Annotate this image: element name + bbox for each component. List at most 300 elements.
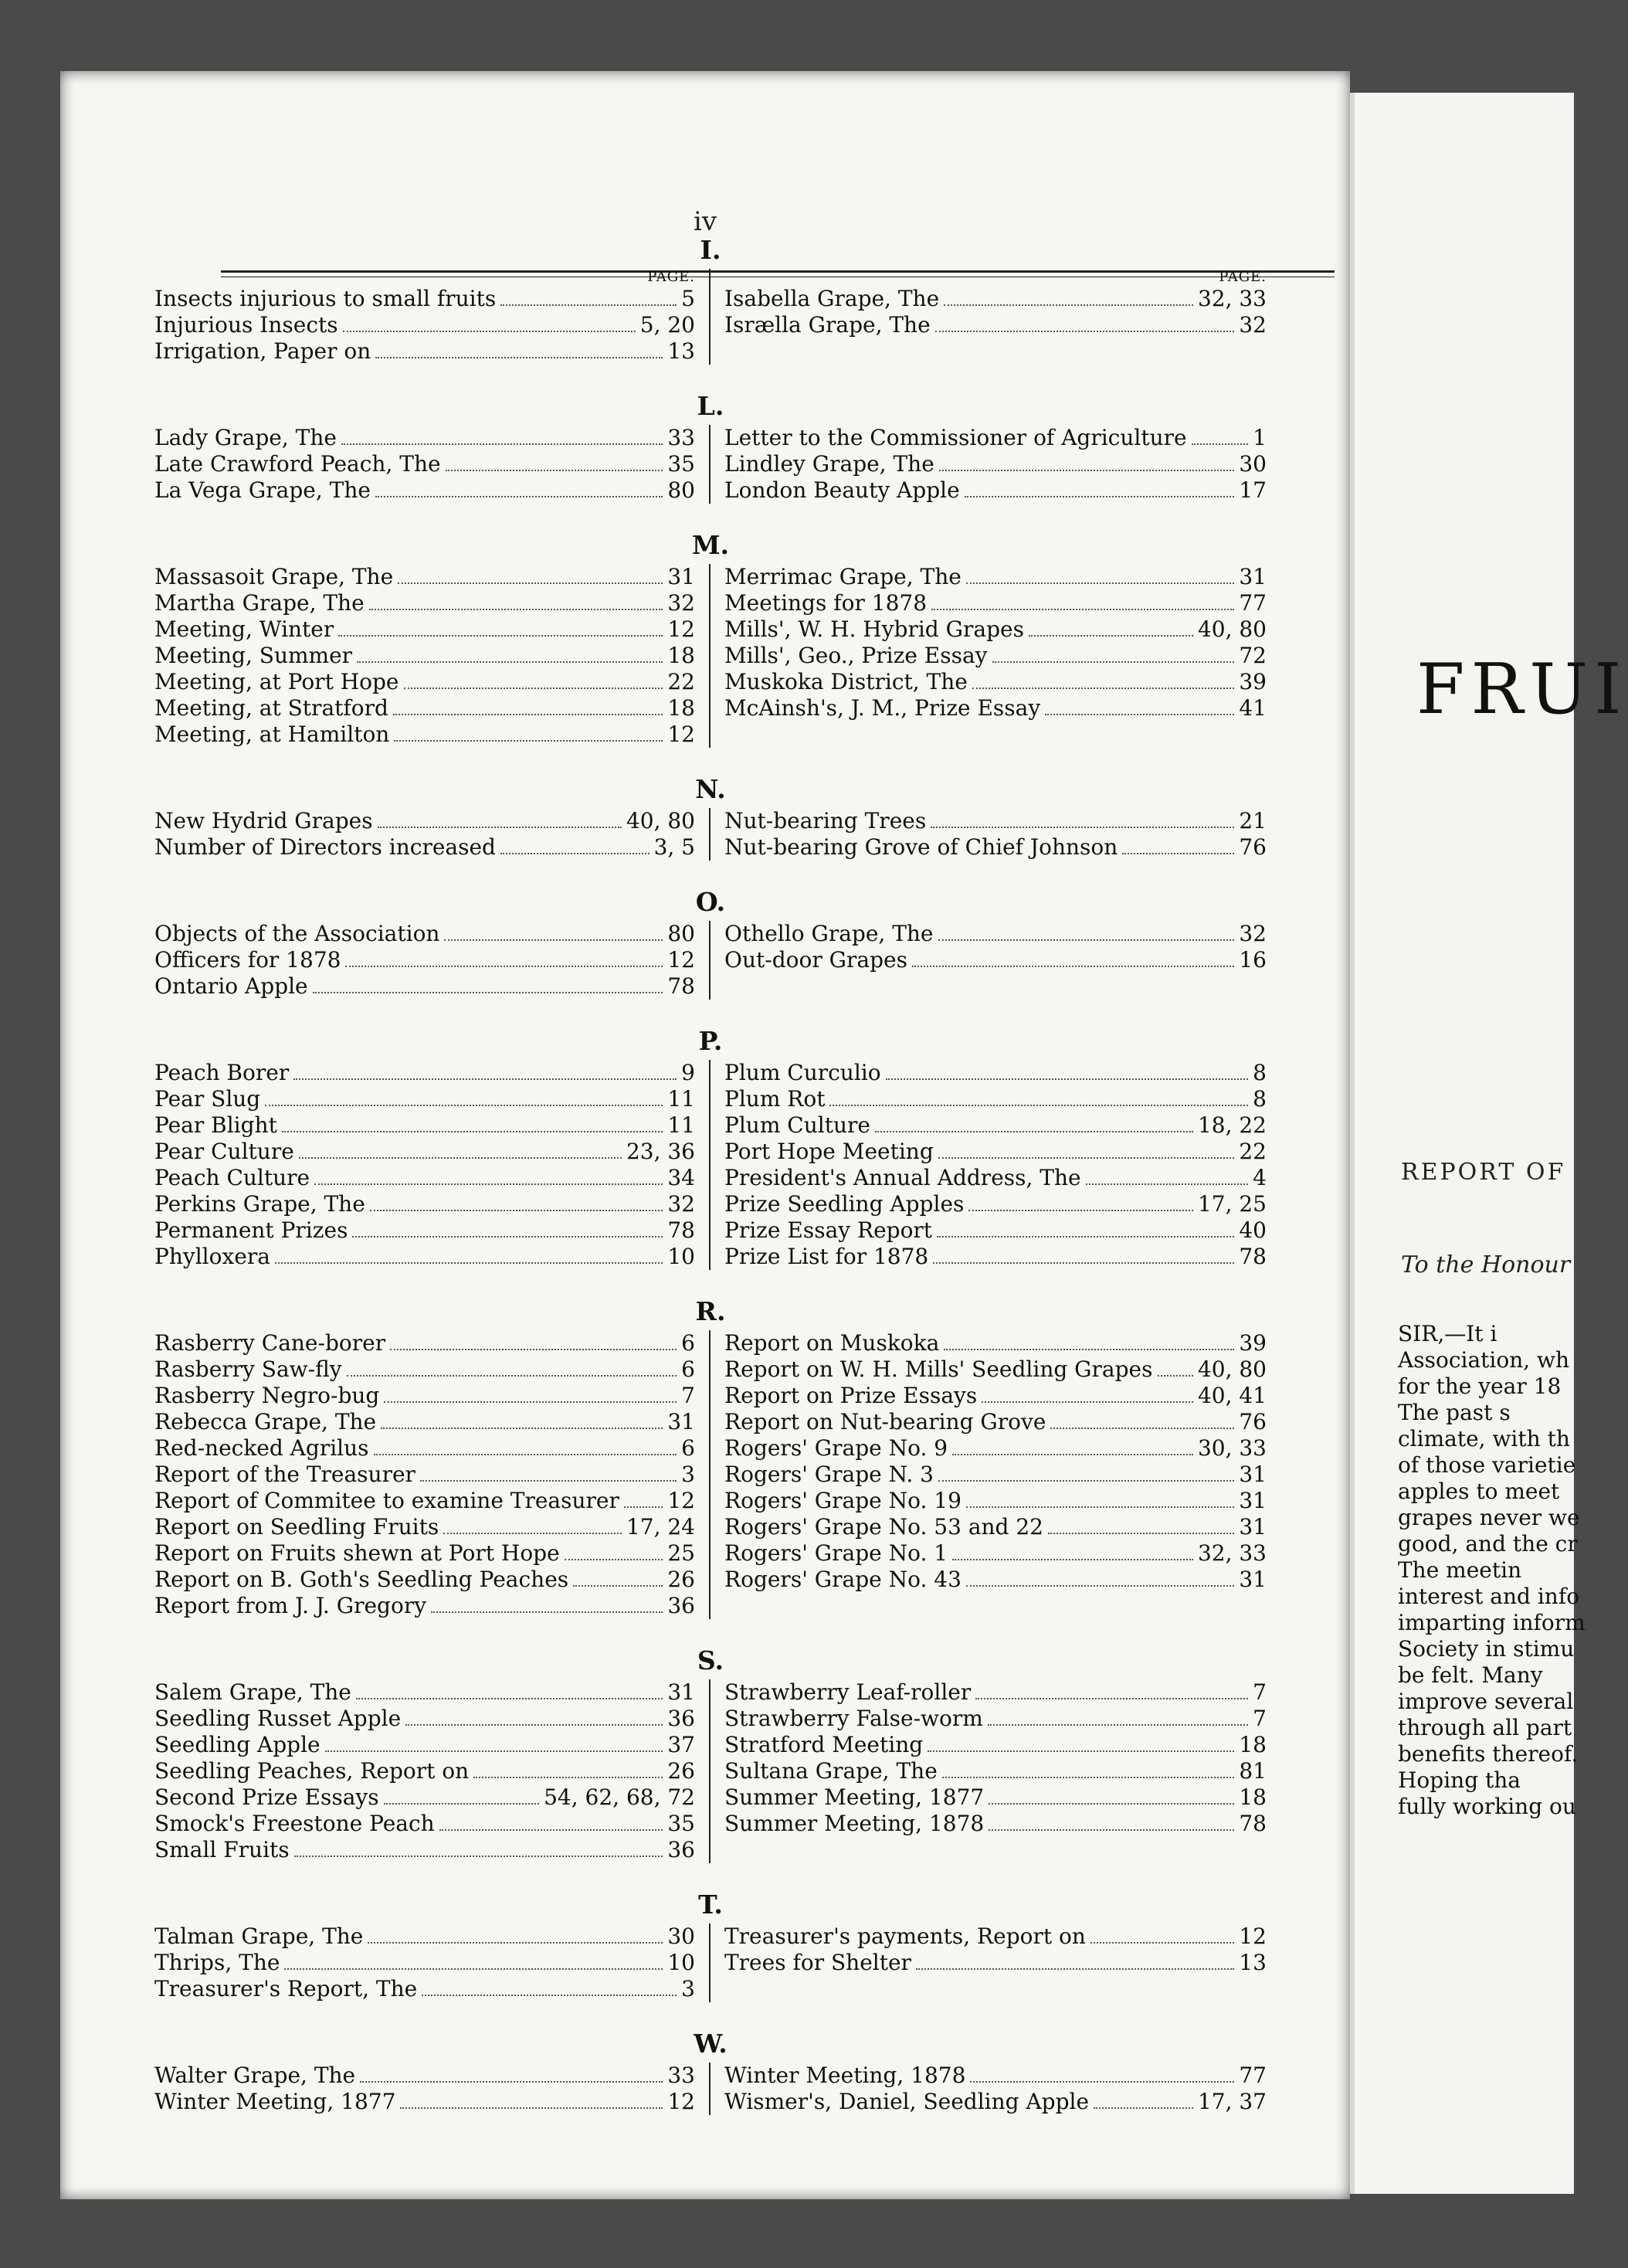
entry-title: Meeting, at Hamilton (154, 721, 390, 747)
leader-dots (356, 1681, 663, 1699)
entry-page: 31 (1239, 564, 1267, 589)
facing-page-line: apples to meet (1398, 1479, 1560, 1504)
leader-dots (829, 1088, 1248, 1106)
section-letter: S. (697, 1645, 724, 1676)
leader-dots (420, 1463, 677, 1482)
index-entry (724, 1191, 1267, 1217)
entry-title: Peach Culture (154, 1165, 310, 1190)
entry-page: 11 (667, 1086, 695, 1112)
entry-page: 78 (1239, 1244, 1267, 1269)
leader-dots (975, 1681, 1248, 1699)
entry-page: 6 (681, 1330, 695, 1356)
entry-page: 8 (1253, 1060, 1267, 1085)
entry-page: 7 (1253, 1706, 1267, 1731)
entry-title: Stratford Meeting (724, 1732, 924, 1757)
entry-page: 39 (1239, 669, 1267, 694)
leader-dots (375, 340, 663, 358)
entry-title: Treasurer's payments, Report on (724, 1923, 1086, 1949)
entry-page: 77 (1239, 590, 1267, 616)
index-entry (154, 1976, 695, 2002)
entry-title: Pear Culture (154, 1139, 294, 1164)
index-entry (154, 808, 695, 834)
entry-title: Seedling Apple (154, 1732, 321, 1757)
entry-title: Second Prize Essays (154, 1784, 379, 1810)
index-entry (154, 1593, 695, 1619)
facing-page-report-heading: REPORT OF (1401, 1159, 1566, 1186)
entry-title: Massasoit Grape, The (154, 564, 394, 589)
leader-dots (360, 2064, 663, 2083)
leader-dots (931, 592, 1234, 610)
facing-page-line: The meetin (1398, 1557, 1522, 1583)
entry-title: Prize Seedling Apples (724, 1191, 965, 1217)
entry-page: 54, 62, 68, 72 (544, 1784, 695, 1810)
entry-title: Winter Meeting, 1877 (154, 2089, 396, 2114)
leader-dots (1090, 1925, 1234, 1944)
index-entry (724, 947, 1267, 973)
index-entry (724, 425, 1267, 451)
index-entry (724, 1923, 1267, 1950)
index-entry (154, 669, 695, 695)
index-entry (154, 1923, 695, 1950)
index-entry (724, 1732, 1267, 1758)
leader-dots (374, 1437, 677, 1455)
entry-title: Prize List for 1878 (724, 1244, 929, 1269)
entry-title: Peach Borer (154, 1060, 290, 1085)
index-column-right (711, 808, 1267, 861)
leader-dots (398, 565, 663, 584)
entry-title: Seedling Russet Apple (154, 1706, 402, 1731)
index-entry (724, 1217, 1267, 1244)
entry-title: Phylloxera (154, 1244, 270, 1269)
leader-dots (384, 1384, 677, 1403)
index-entry (724, 564, 1267, 590)
section-gap (154, 861, 1267, 884)
index-entry (724, 921, 1267, 947)
entry-title: Report on Prize Essays (724, 1383, 978, 1408)
index-column-left (154, 2063, 711, 2115)
leader-dots (938, 1463, 1234, 1482)
facing-page-line: benefits thereof. (1398, 1741, 1579, 1767)
entry-title: Trees for Shelter (724, 1950, 911, 1975)
index-entry (154, 1165, 695, 1191)
index-entry (724, 1086, 1267, 1112)
entry-page: 12 (667, 721, 695, 747)
index-column-left (154, 1330, 711, 1619)
leader-dots (1050, 1411, 1234, 1429)
entry-page: 35 (667, 1811, 695, 1836)
leader-dots (939, 453, 1235, 471)
entry-page: 9 (681, 1060, 695, 1085)
entry-page: 32 (667, 590, 695, 616)
index-entry (154, 1409, 695, 1435)
leader-dots (400, 2090, 663, 2109)
entry-page: 31 (667, 564, 695, 589)
page-column-heading: PAGE. (1219, 269, 1267, 285)
index-entry (154, 1244, 695, 1270)
entry-title: Treasurer's Report, The (154, 1976, 418, 2001)
index-section (154, 2063, 1267, 2115)
index-entry (724, 477, 1267, 504)
index-entry (724, 834, 1267, 861)
index-entry (154, 1811, 695, 1837)
entry-page: 34 (667, 1165, 695, 1190)
entry-title: Plum Rot (724, 1086, 826, 1112)
leader-dots (345, 949, 663, 967)
facing-page-line: The past s (1398, 1400, 1511, 1425)
leader-dots (968, 1193, 1193, 1211)
index-entry (724, 286, 1267, 312)
entry-title: Meeting, at Stratford (154, 695, 388, 721)
entry-page: 26 (667, 1758, 695, 1784)
section-gap (154, 748, 1267, 771)
index-entry (724, 643, 1267, 669)
index-entry (154, 973, 695, 1000)
leader-dots (937, 1219, 1234, 1238)
section-letter: P. (698, 1026, 723, 1056)
leader-dots (338, 618, 663, 637)
index-entry (724, 1950, 1267, 1976)
entry-title: Small Fruits (154, 1837, 290, 1862)
entry-page: 77 (1239, 2063, 1267, 2088)
leader-dots (912, 949, 1234, 967)
index-entry (154, 1540, 695, 1567)
entry-page: 81 (1239, 1758, 1267, 1784)
entry-page: 17, 24 (626, 1514, 695, 1540)
index-section (154, 1923, 1267, 2002)
facing-page-line: through all part (1398, 1715, 1572, 1740)
entry-page: 3 (681, 1976, 695, 2001)
entry-title: Summer Meeting, 1878 (724, 1811, 985, 1836)
index-entry (154, 921, 695, 947)
entry-title: Mills', Geo., Prize Essay (724, 643, 988, 668)
index-entry (154, 1217, 695, 1244)
index-entry (724, 669, 1267, 695)
index-entry (724, 1244, 1267, 1270)
entry-page: 36 (667, 1837, 695, 1862)
index-entry (154, 564, 695, 590)
entry-title: Report on Muskoka (724, 1330, 940, 1356)
entry-title: Martha Grape, The (154, 590, 365, 616)
entry-page: 32 (667, 1191, 695, 1217)
index-entry (724, 1811, 1267, 1837)
entry-page: 30 (667, 1923, 695, 1949)
entry-page: 40, 80 (626, 808, 695, 834)
index-entry (154, 695, 695, 721)
entry-page: 3 (681, 1462, 695, 1487)
leader-dots (875, 1114, 1193, 1132)
index-entry (154, 286, 695, 312)
index-entry (724, 1409, 1267, 1435)
facing-page-line: be felt. Many (1398, 1662, 1543, 1688)
entry-page: 16 (1239, 947, 1267, 973)
index-entry (154, 1950, 695, 1976)
section-letter: N. (695, 774, 726, 804)
leader-dots (935, 314, 1235, 332)
leader-dots (384, 1786, 539, 1805)
entry-title: Report on Seedling Fruits (154, 1514, 439, 1540)
entry-page: 12 (667, 2089, 695, 2114)
entry-page: 72 (1239, 643, 1267, 668)
entry-title: Mills', W. H. Hybrid Grapes (724, 616, 1024, 642)
entry-page: 1 (1253, 425, 1267, 450)
entry-title: Meeting, Summer (154, 643, 353, 668)
index-column-left (154, 921, 711, 1000)
section-letter: L. (697, 391, 724, 421)
entry-page: 80 (667, 477, 695, 503)
leader-dots (370, 1193, 663, 1211)
leader-dots (390, 1332, 677, 1350)
leader-dots (473, 1760, 663, 1778)
index-entry (154, 590, 695, 616)
entry-page: 5, 20 (639, 312, 695, 338)
index-entry (724, 1060, 1267, 1086)
entry-page: 33 (667, 2063, 695, 2088)
entry-page: 31 (1239, 1488, 1267, 1513)
leader-dots (1086, 1166, 1249, 1185)
leader-dots (313, 975, 663, 993)
index-entry (724, 2063, 1267, 2089)
index-entry (154, 1488, 695, 1514)
entry-page: 35 (667, 451, 695, 477)
leader-dots (933, 1245, 1234, 1264)
index-section (154, 1060, 1267, 1270)
entry-title: New Hydrid Grapes (154, 808, 373, 834)
facing-page-line: interest and info (1398, 1584, 1580, 1609)
entry-title: Out-door Grapes (724, 947, 907, 973)
entry-title: Report of the Treasurer (154, 1462, 415, 1487)
index-entry (154, 1383, 695, 1409)
index-column-right (711, 425, 1267, 504)
entry-page: 6 (681, 1356, 695, 1382)
index-section (154, 564, 1267, 748)
index-entry (724, 1567, 1267, 1593)
entry-page: 22 (1239, 1139, 1267, 1164)
entry-title: Meetings for 1878 (724, 590, 928, 616)
entry-page: 10 (667, 1244, 695, 1269)
entry-title: Rogers' Grape No. 1 (724, 1540, 948, 1566)
entry-title: Letter to the Commissioner of Agriculture (724, 425, 1187, 450)
index-entry (154, 1435, 695, 1462)
leader-dots (446, 453, 663, 471)
index-entry (724, 590, 1267, 616)
entry-page: 36 (667, 1706, 695, 1731)
index-entry (724, 1112, 1267, 1139)
index-entry (154, 1139, 695, 1165)
index-section (154, 808, 1267, 861)
leader-dots (404, 671, 663, 689)
entry-title: McAinsh's, J. M., Prize Essay (724, 695, 1041, 721)
index-entry (724, 2089, 1267, 2115)
leader-dots (443, 1516, 622, 1534)
entry-page: 7 (681, 1383, 695, 1408)
facing-page-line: Hoping tha (1398, 1767, 1521, 1793)
index-entry (154, 1758, 695, 1784)
leader-dots (275, 1245, 663, 1264)
index-section (154, 1330, 1267, 1619)
leader-dots (500, 836, 650, 854)
leader-dots (314, 1166, 663, 1185)
leader-dots (573, 1568, 663, 1587)
entry-page: 30 (1239, 451, 1267, 477)
entry-title: Rogers' Grape N. 3 (724, 1462, 934, 1487)
entry-title: Salem Grape, The (154, 1679, 351, 1705)
index-column-right (711, 2063, 1267, 2115)
index-column-right (711, 921, 1267, 1000)
section-letter: W. (694, 2029, 728, 2059)
entry-page: 10 (667, 1950, 695, 1975)
leader-dots (942, 1760, 1235, 1778)
entry-page: 36 (667, 1593, 695, 1618)
facing-page-line: Association, wh (1398, 1347, 1570, 1373)
index-entry (154, 477, 695, 504)
leader-dots (938, 1140, 1235, 1159)
leader-dots (284, 1951, 663, 1970)
entry-page: 32, 33 (1197, 1540, 1267, 1566)
leader-dots (381, 1411, 663, 1429)
leader-dots (938, 922, 1235, 941)
leader-dots (952, 1437, 1193, 1455)
leader-dots (343, 314, 636, 332)
entry-page: 12 (667, 1488, 695, 1513)
index-entry (154, 451, 695, 477)
index-section (154, 921, 1267, 1000)
entry-page: 31 (1239, 1514, 1267, 1540)
entry-page: 78 (667, 1217, 695, 1243)
entry-page: 40, 80 (1197, 616, 1267, 642)
index-entry (154, 338, 695, 365)
leader-dots (989, 1786, 1234, 1805)
entry-title: Meeting, at Port Hope (154, 669, 399, 694)
index-entry (154, 2089, 695, 2115)
entry-title: Lady Grape, The (154, 425, 337, 450)
facing-page-line: for the year 18 (1398, 1373, 1562, 1399)
leader-dots (928, 1733, 1234, 1752)
leader-dots (405, 1707, 663, 1726)
leader-dots (931, 810, 1234, 828)
entry-page: 4 (1253, 1165, 1267, 1190)
entry-page: 12 (1239, 1923, 1267, 1949)
entry-title: Wismer's, Daniel, Seedling Apple (724, 2089, 1090, 2114)
leader-dots (347, 1358, 677, 1377)
leader-dots (378, 810, 622, 828)
entry-page: 32, 33 (1197, 286, 1267, 311)
section-gap (154, 1863, 1267, 1886)
index-entry (724, 1784, 1267, 1811)
entry-page: 78 (1239, 1811, 1267, 1836)
section-gap (154, 1000, 1267, 1023)
leader-dots (966, 1489, 1234, 1508)
entry-title: Report from J. J. Gregory (154, 1593, 427, 1618)
leader-dots (1122, 836, 1234, 854)
leader-dots (431, 1594, 663, 1613)
section-gap (154, 504, 1267, 527)
index-entry (724, 1679, 1267, 1706)
index-entry (724, 1706, 1267, 1732)
index-entry (724, 1462, 1267, 1488)
leader-dots (439, 1812, 663, 1831)
index-column-left (154, 269, 711, 365)
entry-title: Rasberry Saw-fly (154, 1356, 342, 1382)
index-entry (154, 2063, 695, 2089)
entry-title: Plum Culture (724, 1112, 870, 1138)
entry-title: Report on B. Goth's Seedling Peaches (154, 1567, 569, 1592)
entry-page: 26 (667, 1567, 695, 1592)
leader-dots (341, 426, 663, 445)
index-column-right (711, 1923, 1267, 2002)
leader-dots (325, 1733, 663, 1752)
entry-title: Report on W. H. Mills' Seedling Grapes (724, 1356, 1153, 1382)
leader-dots (565, 1542, 663, 1560)
index-entry (154, 721, 695, 748)
entry-page: 18 (667, 643, 695, 668)
entry-page: 6 (681, 1435, 695, 1461)
entry-title: Injurious Insects (154, 312, 338, 338)
entry-title: Port Hope Meeting (724, 1139, 934, 1164)
entry-title: Meeting, Winter (154, 616, 334, 642)
index-entry (724, 312, 1267, 338)
entry-title: Irrigation, Paper on (154, 338, 371, 364)
facing-page-line: fully working ou (1398, 1794, 1576, 1819)
leader-dots (357, 644, 663, 663)
entry-title: Othello Grape, The (724, 921, 934, 946)
entry-title: Late Crawford Peach, The (154, 451, 441, 477)
index-column-right (711, 1679, 1267, 1863)
index-entry (154, 1086, 695, 1112)
leader-dots (944, 1332, 1234, 1350)
entry-title: Ontario Apple (154, 973, 308, 999)
index-entry (154, 834, 695, 861)
leader-dots (1045, 697, 1234, 715)
index-column-right (711, 564, 1267, 748)
entry-title: Isabella Grape, The (724, 286, 940, 311)
facing-page-title: FRUI (1416, 649, 1628, 730)
index-column-left (154, 425, 711, 504)
leader-dots (375, 479, 663, 497)
facing-page-line: SIR,—It i (1398, 1321, 1497, 1346)
index-column-left (154, 1923, 711, 2002)
index-entry (724, 1540, 1267, 1567)
entry-title: Rogers' Grape No. 19 (724, 1488, 962, 1513)
entry-page: 7 (1253, 1679, 1267, 1705)
leader-dots (982, 1384, 1193, 1403)
entry-title: Smock's Freestone Peach (154, 1811, 435, 1836)
entry-title: Rogers' Grape No. 43 (724, 1567, 962, 1592)
entry-title: Thrips, The (154, 1950, 280, 1975)
entry-title: Report of Commitee to examine Treasurer (154, 1488, 619, 1513)
entry-title: Officers for 1878 (154, 947, 341, 973)
page-column-heading: PAGE. (647, 269, 695, 285)
index-list (154, 232, 1267, 2115)
index-entry (154, 1837, 695, 1863)
entry-title: Report on Nut-bearing Grove (724, 1409, 1046, 1434)
section-letter: I. (700, 235, 721, 265)
leader-dots (1192, 426, 1249, 445)
entry-title: Muskoka District, The (724, 669, 968, 694)
facing-page-line: climate, with th (1398, 1426, 1570, 1451)
index-entry (154, 1567, 695, 1593)
section-letter: O. (695, 887, 726, 917)
entry-title: Nut-bearing Trees (724, 808, 927, 834)
leader-dots (299, 1140, 622, 1159)
entry-title: Rebecca Grape, The (154, 1409, 377, 1434)
leader-dots (1094, 2090, 1193, 2109)
entry-page: 12 (667, 616, 695, 642)
index-column-right (711, 269, 1267, 365)
entry-page: 17 (1239, 477, 1267, 503)
index-column-right (711, 1330, 1267, 1619)
entry-title: Rogers' Grape No. 9 (724, 1435, 948, 1461)
entry-page: 32 (1239, 921, 1267, 946)
